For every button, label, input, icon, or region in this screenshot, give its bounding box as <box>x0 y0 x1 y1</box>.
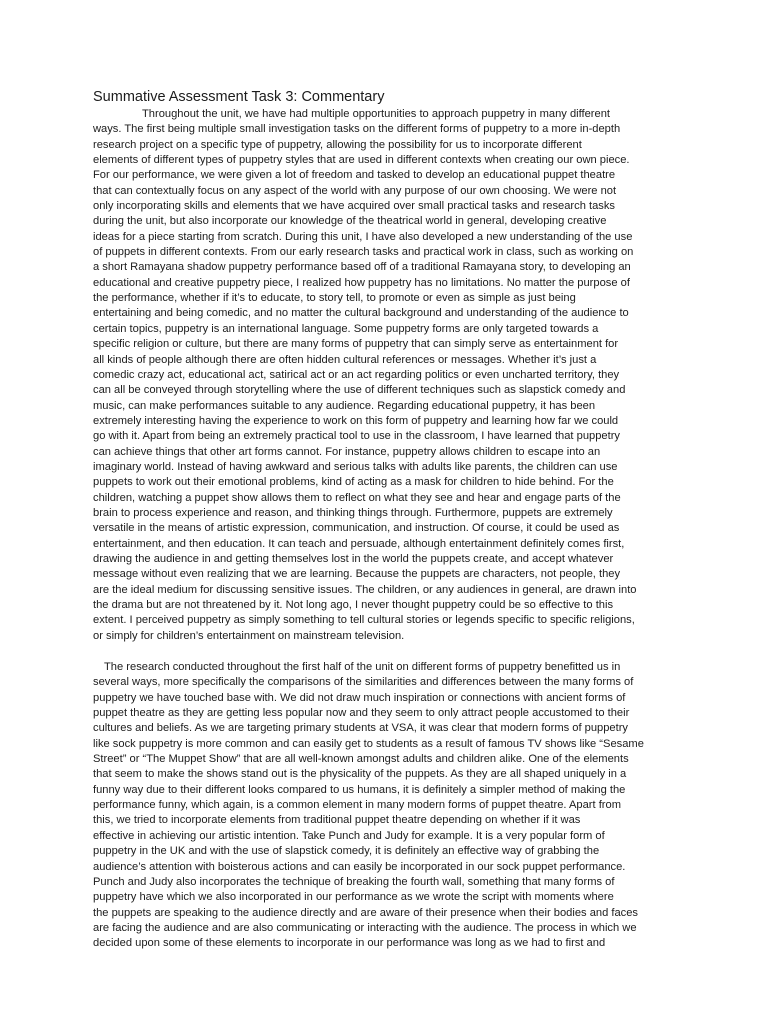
text-line: puppetry in the UK and with the use of slapstick comedy, it is definitely an effective way of grabbing the <box>93 845 600 858</box>
text-line: educational and creative puppetry piece, I realized how puppetry has no limitations. No matter the purpose of <box>93 276 630 289</box>
paragraph-2 <box>93 660 677 952</box>
text-line: brain to process experience and reason, and thinking things through. Furthermore, puppets are extremely <box>93 506 613 519</box>
text-line: ways. The first being multiple small investigation tasks on the different forms of puppetry to a more in-depth <box>93 123 621 136</box>
text-line: puppets to work out their emotional problems, kind of acting as a mask for children to hide behind. For the <box>93 476 614 489</box>
document-page <box>93 88 677 952</box>
text-line: a short Ramayana shadow puppetry performance based off of a traditional Ramayana story, to developing an <box>93 261 631 274</box>
text-line: are the ideal medium for discussing sensitive issues. The children, or any audiences in general, are drawn into <box>93 583 637 596</box>
text-line: the performance, whether if it’s to educate, to story tell, to promote or even as simple as just being <box>93 292 576 305</box>
text-line: go with it. Apart from being an extremely practical tool to use in the classroom, I have learned that puppetry <box>93 430 620 443</box>
text-line: certain topics, puppetry is an international language. Some puppetry forms are only targeted towards a <box>93 322 599 335</box>
text-line: drawing the audience in and getting themselves lost in the world the puppets create, and accept whatever <box>93 552 614 565</box>
text-line: For our performance, we were given a lot of freedom and tasked to develop an educational puppet theatre <box>93 169 616 182</box>
text-line: the drama but are not threatened by it. Not long ago, I never thought puppetry could be so effective to this <box>93 599 614 611</box>
text-line: puppetry we have touched base with. We did not draw much inspiration or connections with ancient forms of <box>93 691 626 704</box>
text-line: puppetry have which we also incorporated in our performance as we wrote the script with moments where <box>93 891 614 904</box>
text-line: comedic crazy act, educational act, satirical act or an act regarding politics or even uncharted territory, they <box>93 368 620 381</box>
text-line: can all be conveyed through storytelling where the use of different techniques such as slapstick comedy and <box>93 384 626 397</box>
text-line: extremely interesting having the experience to work on this form of puppetry and learning how far we could <box>93 414 619 427</box>
text-line: audience’s attention with boisterous actions and can easily be incorporated in our sock puppet performance. <box>93 860 626 873</box>
text-line: children, watching a puppet show allows them to reflect on what they see and hear and engage parts of the <box>93 491 621 504</box>
paragraph-1 <box>93 107 677 644</box>
text-line: during the unit, but also incorporate our knowledge of the theatrical world in general, developing creative <box>93 215 607 228</box>
text-line: performance funny, which again, is a common element in many modern forms of puppet theatre. Apart from <box>93 799 621 812</box>
text-line: entertainment, and then education. It can teach and persuade, although entertainment definitely comes first, <box>93 537 625 550</box>
text-line: are facing the audience and are also communicating or interacting with the audience. The process in which we <box>93 921 637 934</box>
text-line: only incorporating skills and elements that we have acquired over small practical tasks and research tasks <box>93 200 616 213</box>
text-line: extent. I perceived puppetry as simply something to tell cultural stories or legends specific to specific religions, <box>93 614 635 627</box>
text-line: versatile in the means of artistic expression, communication, and instruction. Of course, it could be used as <box>93 522 620 535</box>
text-line: that can contextually focus on any aspect of the world with any purpose of our own choosing. We were not <box>93 184 617 197</box>
text-line: this, we tried to incorporate elements from traditional puppet theatre depending on whether if it was <box>93 814 581 827</box>
text-line: The research conducted throughout the first half of the unit on different forms of puppetry benefitted us in <box>104 661 621 674</box>
text-line: puppet theatre as they are getting less popular now and they seem to only attract people accustomed to their <box>93 707 630 720</box>
text-line: Punch and Judy also incorporates the technique of breaking the fourth wall, something that many forms of <box>93 875 615 888</box>
text-line: Street” or “The Muppet Show” that are all well-known amongst adults and children alike. One of the elements <box>93 753 629 766</box>
document-title: Summative Assessment Task 3: Commentary <box>93 89 385 105</box>
text-line: funny way due to their different looks compared to us humans, it is definitely a simpler method of making the <box>93 783 626 796</box>
text-line: ideas for a piece starting from scratch. During this unit, I have also developed a new understanding of the use <box>93 230 633 243</box>
text-line: effective in achieving our artistic intention. Take Punch and Judy for example. It is a very popular form of <box>93 829 605 842</box>
text-line: entertaining and being comedic, and no matter the cultural background and understanding of the audience to <box>93 307 629 320</box>
text-line: of puppets in different contexts. From our early research tasks and practical work in class, such as working on <box>93 246 634 259</box>
text-line: music, can make performances suitable to any audience. Regarding educational puppetry, it has been <box>93 399 596 412</box>
text-line: can achieve things that other art forms cannot. For instance, puppetry allows children to escape into an <box>93 445 601 458</box>
text-line: that seem to make the shows stand out is the physicality of the puppets. As they are all shaped uniquely in a <box>93 768 627 781</box>
text-line: research project on a specific type of puppetry, allowing the possibility for us to incorporate different <box>93 138 582 151</box>
text-line: or simply for children’s entertainment on mainstream television. <box>93 629 405 642</box>
text-line: all kinds of people although there are often hidden cultural references or messages. Whether it’s just a <box>93 353 597 366</box>
text-line: imaginary world. Instead of having awkward and serious talks with adults like parents, the children can use <box>93 460 618 473</box>
text-line: cultures and beliefs. As we are targeting primary students at VSA, it was clear that modern forms of puppetry <box>93 722 629 735</box>
text-line: like sock puppetry is more common and can easily get to students as a result of famous TV shows like “Sesame <box>93 737 644 750</box>
text-line: several ways, more specifically the comparisons of the similarities and differences between the many forms of <box>93 676 634 689</box>
text-line: elements of different types of puppetry styles that are used in different contexts when creating our own piece. <box>93 154 630 167</box>
text-line: Throughout the unit, we have had multiple opportunities to approach puppetry in many different <box>142 108 610 120</box>
text-line: the puppets are speaking to the audience directly and are aware of their presence when their bodies and faces <box>93 906 639 919</box>
text-line: decided upon some of these elements to incorporate in our performance was long as we had to first and <box>93 937 606 950</box>
paragraph-spacer <box>93 644 677 660</box>
text-line: message without even realizing that we are learning. Because the puppets are characters, not people, they <box>93 568 621 581</box>
text-line: specific religion or culture, but there are many forms of puppetry that can simply serve as entertainment for <box>93 338 619 351</box>
